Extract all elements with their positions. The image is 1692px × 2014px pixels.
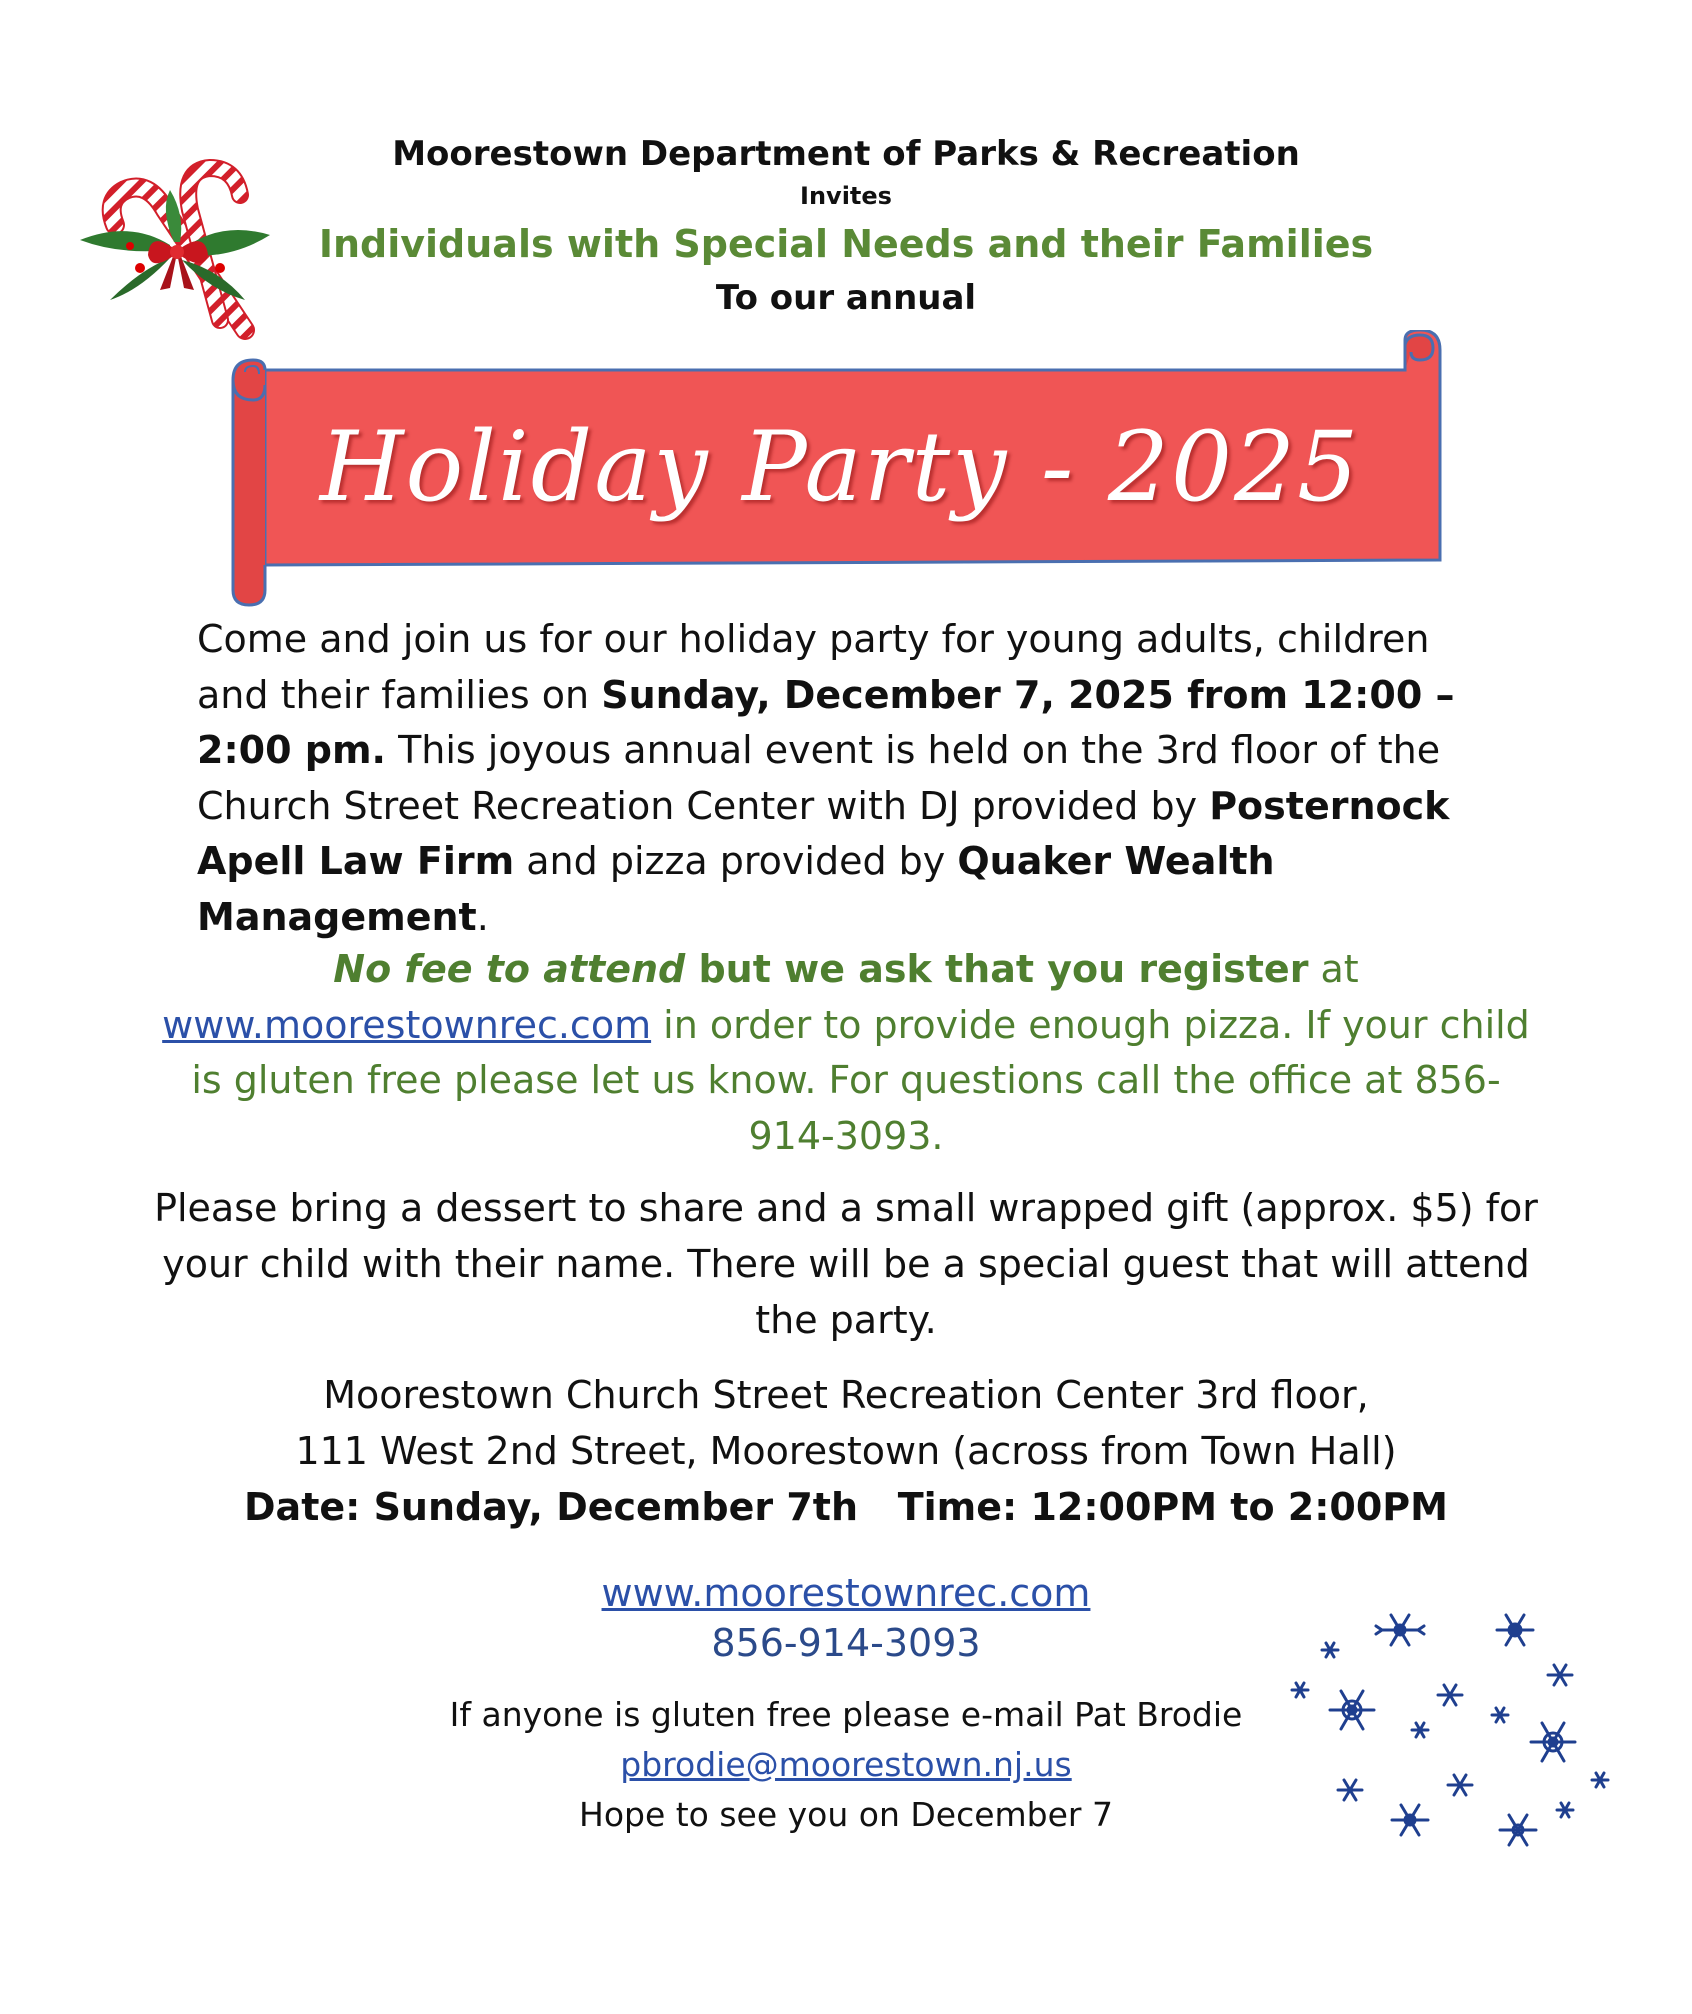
event-description	[197, 612, 1497, 945]
description-part: and pizza provided by	[514, 839, 958, 883]
event-date-bold: Sunday, December 7, 2025 from 12:00 – 2:00 pm.	[197, 672, 1455, 772]
event-datetime: Date: Sunday, December 7th Time: 12:00PM to 2:00PM	[244, 1485, 1448, 1529]
gluten-note: If anyone is gluten free please e-mail Pat Brodie	[449, 1695, 1243, 1734]
banner-title: Holiday Party - 2025	[319, 411, 1361, 523]
snowflakes-icon	[1290, 1590, 1620, 1850]
registration-note	[150, 942, 1542, 1164]
address-block	[150, 1367, 1542, 1535]
sponsor-dj: Posternock Apell Law Firm	[197, 783, 1450, 883]
register-ask: but we ask that you register	[685, 947, 1309, 991]
description-part: This joyous annual event is held on the 3rd floor of the Church Street Recreation Center with DJ provided by	[197, 728, 1441, 828]
no-fee-text: No fee to attend	[333, 947, 686, 991]
address-line1: Moorestown Church Street Recreation Center 3rd floor,	[323, 1373, 1369, 1417]
registration-rest: in order to provide enough pizza. If your child is gluten free please let us know. For questions call the office at 856-914-3093.	[191, 1002, 1530, 1158]
description-part: Come and join us for our holiday party for young adults, children and their families on	[197, 617, 1430, 717]
invites-text: Invites	[800, 182, 892, 210]
at-text: at	[1308, 947, 1359, 991]
website-link[interactable]: www.moorestownrec.com	[162, 1002, 652, 1047]
organization-name: Moorestown Department of Parks & Recreation	[392, 134, 1300, 174]
contact-phone: 856-914-3093	[711, 1621, 981, 1665]
closing-text: Hope to see you on December 7	[579, 1795, 1113, 1834]
address-line2: 111 West 2nd Street, Moorestown (across from Town Hall)	[295, 1429, 1397, 1473]
to-annual-text: To our annual	[715, 278, 977, 318]
description-part: .	[476, 894, 489, 939]
contact-website-link[interactable]: www.moorestownrec.com	[601, 1571, 1091, 1615]
email-link[interactable]: pbrodie@moorestown.nj.us	[620, 1745, 1072, 1784]
audience-heading: Individuals with Special Needs and their Families	[318, 222, 1374, 266]
sponsor-pizza: Quaker Wealth Management	[197, 839, 1275, 939]
dessert-note: Please bring a dessert to share and a small wrapped gift (approx. $5) for your child with their name. There will be a special guest that will attend the party.	[154, 1186, 1538, 1342]
